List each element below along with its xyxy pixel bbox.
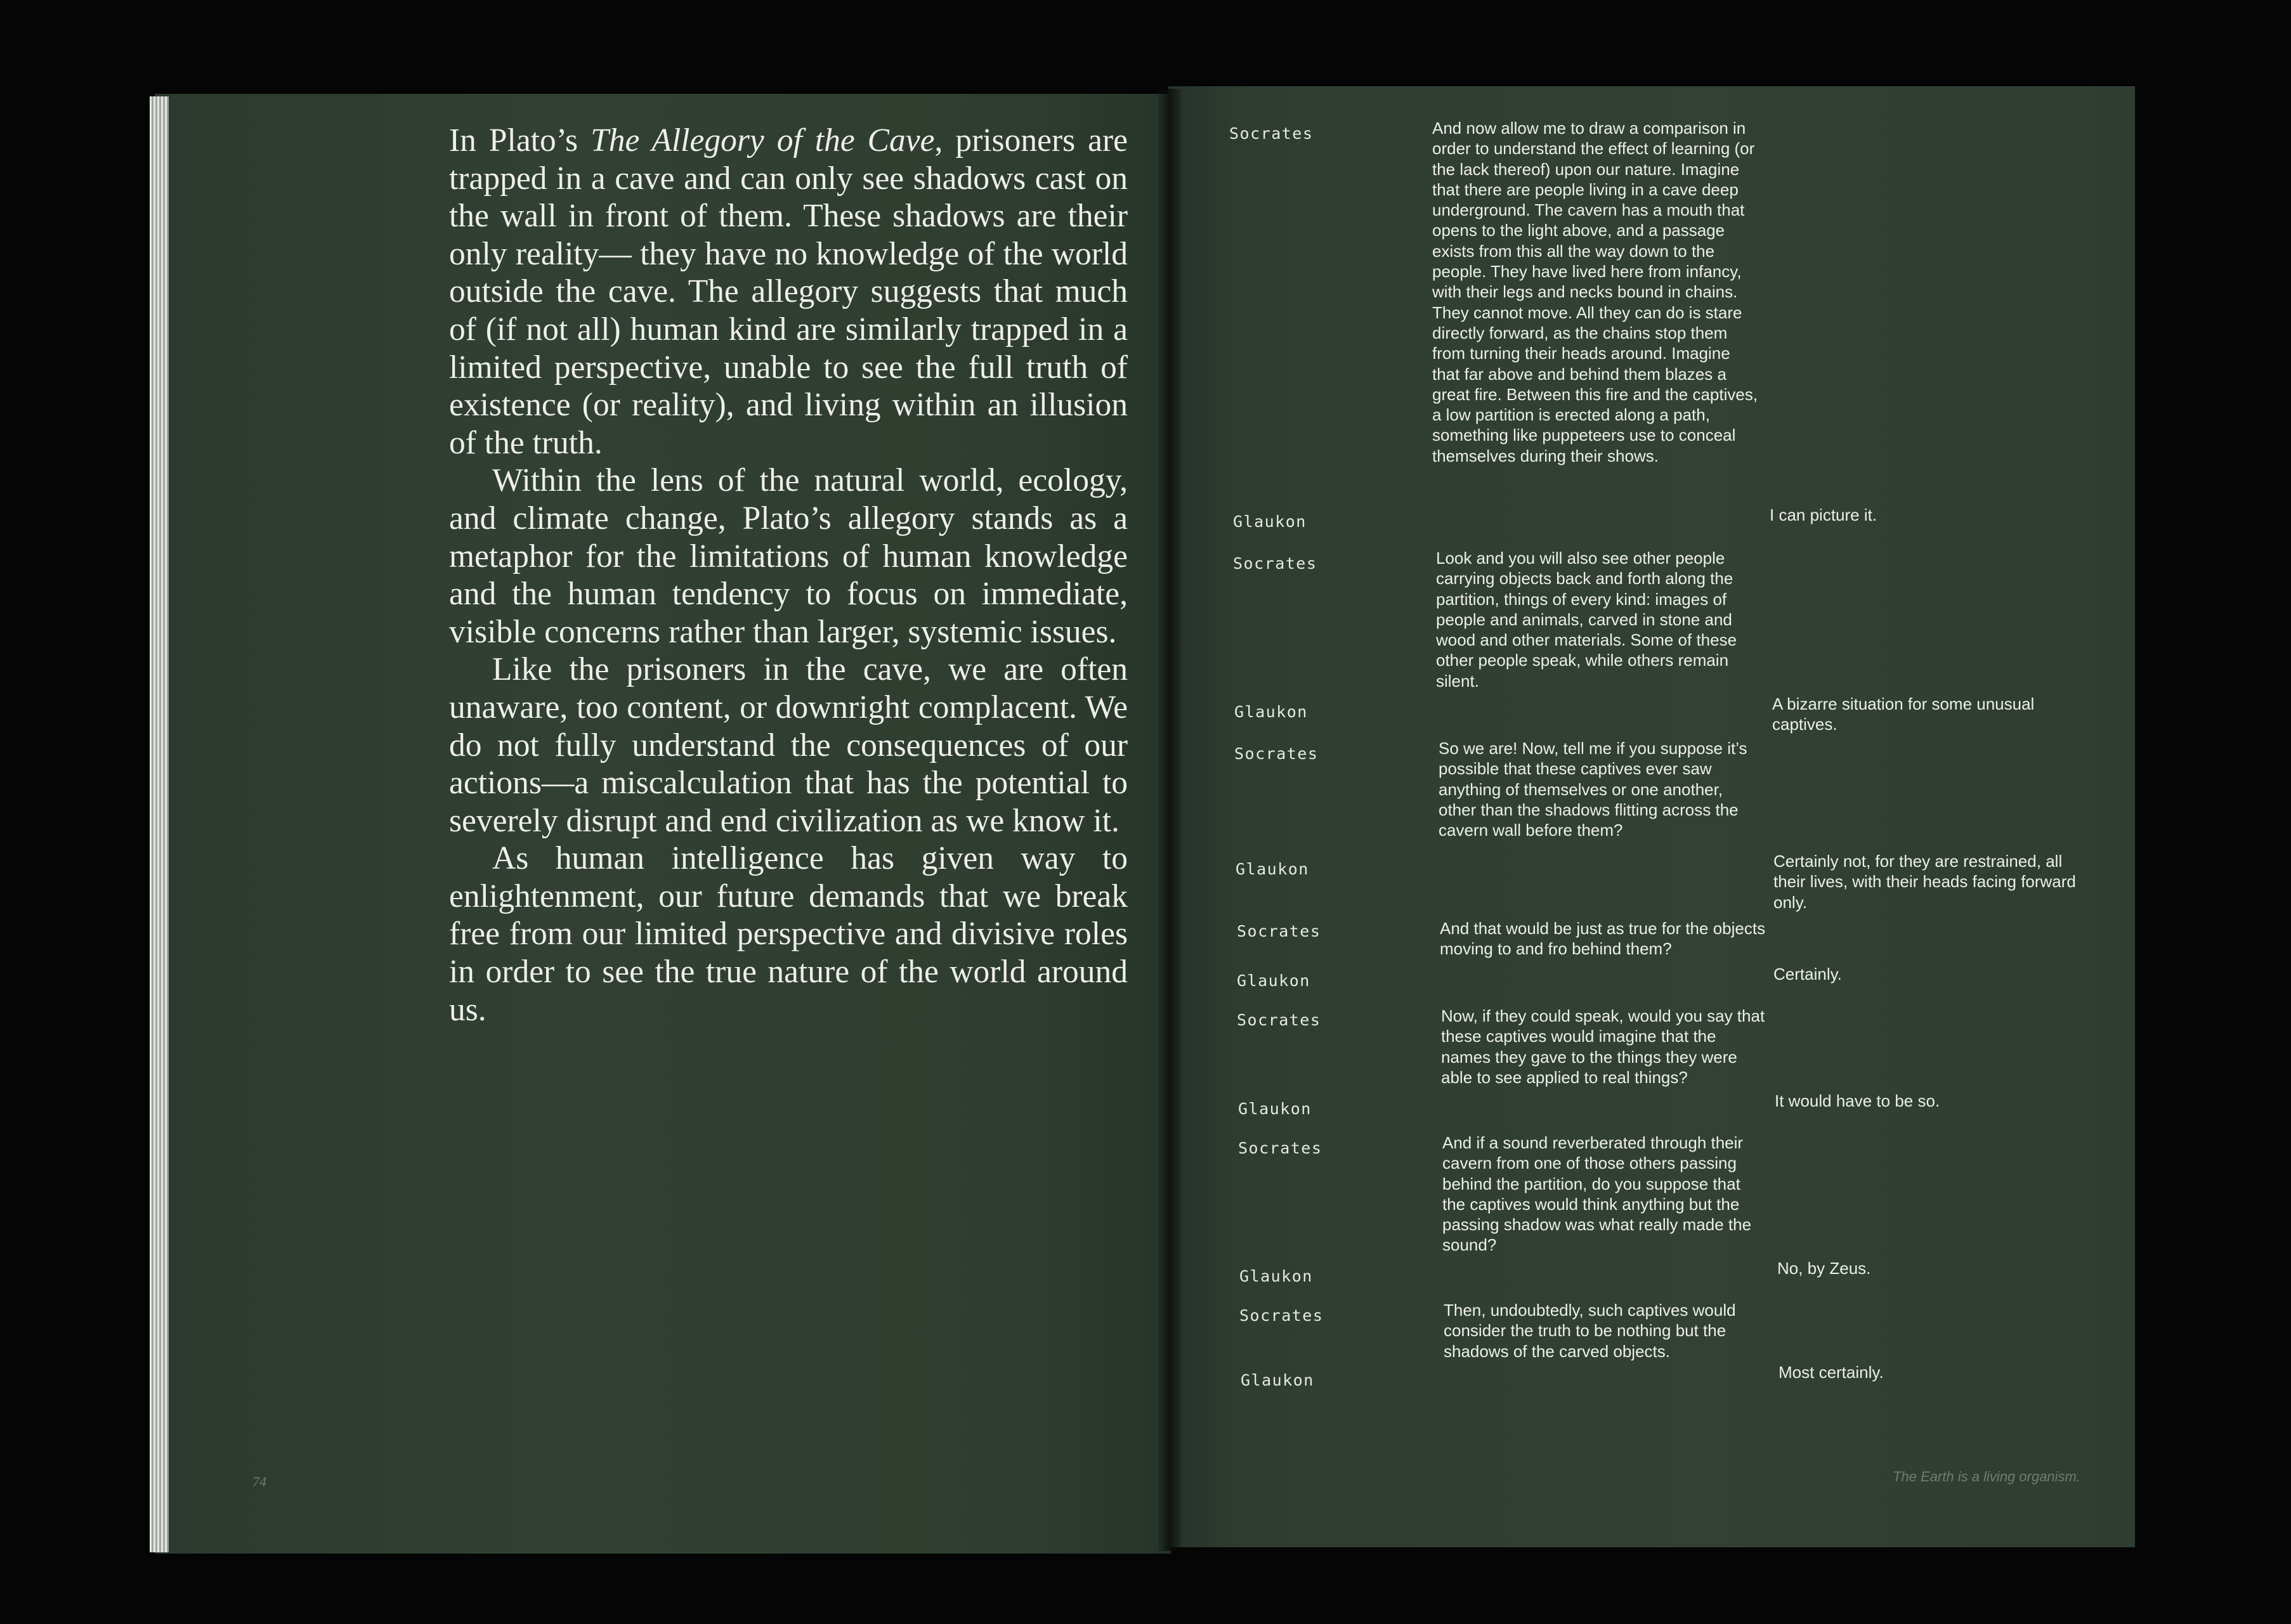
dialogue-speaker: Glaukon — [1233, 512, 1307, 531]
dialogue-speaker: Glaukon — [1234, 703, 1308, 721]
dialogue-line: Then, undoubtedly, such captives would consider the truth to be nothing but the shadows of the carved objects. — [1444, 1301, 1736, 1361]
essay-paragraph — [449, 122, 1128, 462]
dialogue-line: Certainly. — [1773, 965, 1842, 984]
dialogue-line: I can picture it. — [1770, 505, 1877, 524]
dialogue-speaker: Glaukon — [1236, 860, 1309, 878]
running-footer: The Earth is a living organism. — [1893, 1469, 2080, 1484]
dialogue-line: A bizarre situation for some unusual captives. — [1772, 694, 2035, 734]
dialogue-line: It would have to be so. — [1775, 1091, 1940, 1110]
dialogue-line: Now, if they could speak, would you say that these captives would imagine that the names they gave to the things they were able to see applied to real things? — [1441, 1006, 1765, 1087]
dialogue-line: No, by Zeus. — [1777, 1259, 1871, 1278]
essay-paragraph: Within the lens of the natural world, ecology, and climate change, Plato’s allegory stands as a metaphor for the limitations of human knowledge and the human tendency to focus on immediate, visible concerns rather than larger, systemic issues. — [449, 462, 1128, 650]
page-edge — [150, 96, 169, 1552]
dialogue-line: And now allow me to draw a comparison in order to understand the effect of learning (or the lack thereof) upon our nature. Imagine that there are people living in a cave deep underground. The cavern has a mouth that opens to the light above, and a passage exists from this all the way down to the people. They have lived here from infancy, with their legs and necks bound in chains. They cannot move. All they can do is stare directly forward, as the chains stop them from turning their heads around. Imagine that far above and behind them blazes a great fire. Between this fire and the captives, a low partition is erected along a path, something like puppeteers use to conceal themselves during their shows. — [1432, 119, 1758, 465]
essay-body — [449, 122, 1128, 1029]
dialogue-speaker: Socrates — [1238, 1139, 1322, 1157]
page-number: 74 — [252, 1474, 266, 1490]
essay-paragraph: As human intelligence has given way to enlightenment, our future demands that we break free from our limited perspective and divisive roles in order to see the true nature of the world around us. — [449, 840, 1128, 1028]
dialogue-line: Look and you will also see other people carrying objects back and forth along the partition, things of every kind: images of people and animals, carved in stone and wood and other materials. Some of these other people speak, while others remain silent. — [1436, 549, 1737, 691]
dialogue-speaker: Socrates — [1237, 922, 1321, 940]
right-page — [1168, 86, 2135, 1547]
dialogue-line: Certainly not, for they are restrained, all their lives, with their heads facing forward only. — [1773, 852, 2076, 912]
dialogue-line: And if a sound reverberated through their cavern from one of those others passing behind the partition, do you suppose that the captives would think anything but the passing shadow was what really made the sound? — [1442, 1133, 1752, 1255]
dialogue-line: Most certainly. — [1779, 1363, 1884, 1382]
book-gutter — [1158, 89, 1181, 1551]
essay-text: , prisoners are trapped in a cave and can only see shadows cast on the wall in front of them. These shadows are their only reality— they have no knowledge of the world outside the cave. The allegory suggests that much of (if not all) human kind are similarly trapped in a limited perspective, unable to see the full truth of existence (or reality), and living within an illusion of the truth. — [449, 122, 1128, 461]
dialogue-line: So we are! Now, tell me if you suppose it’s possible that these captives ever saw anything of themselves or one another, other than the shadows flitting across the cavern wall before them? — [1439, 739, 1747, 840]
dialogue-speaker: Socrates — [1239, 1306, 1324, 1325]
essay-book-title: The Allegory of the Cave — [591, 122, 935, 159]
dialogue-speaker: Socrates — [1234, 744, 1319, 763]
dialogue-speaker: Glaukon — [1239, 1267, 1313, 1285]
left-page — [155, 94, 1171, 1554]
dialogue-line: And that would be just as true for the objects moving to and fro behind them? — [1440, 919, 1766, 959]
dialogue-speaker: Glaukon — [1241, 1371, 1314, 1389]
essay-paragraph: Like the prisoners in the cave, we are often unaware, too content, or downright complacent. We do not fully understand the consequences of our actions—a miscalculation that has the potential to severely disrupt and end civilization as we know it. — [449, 651, 1128, 839]
dialogue-speaker: Glaukon — [1237, 971, 1310, 990]
dialogue-speaker: Socrates — [1229, 124, 1314, 143]
dialogue-speaker: Socrates — [1233, 554, 1317, 573]
dialogue-speaker: Glaukon — [1238, 1100, 1312, 1118]
dialogue-speaker: Socrates — [1237, 1011, 1321, 1029]
essay-text: In Plato’s — [449, 122, 591, 159]
